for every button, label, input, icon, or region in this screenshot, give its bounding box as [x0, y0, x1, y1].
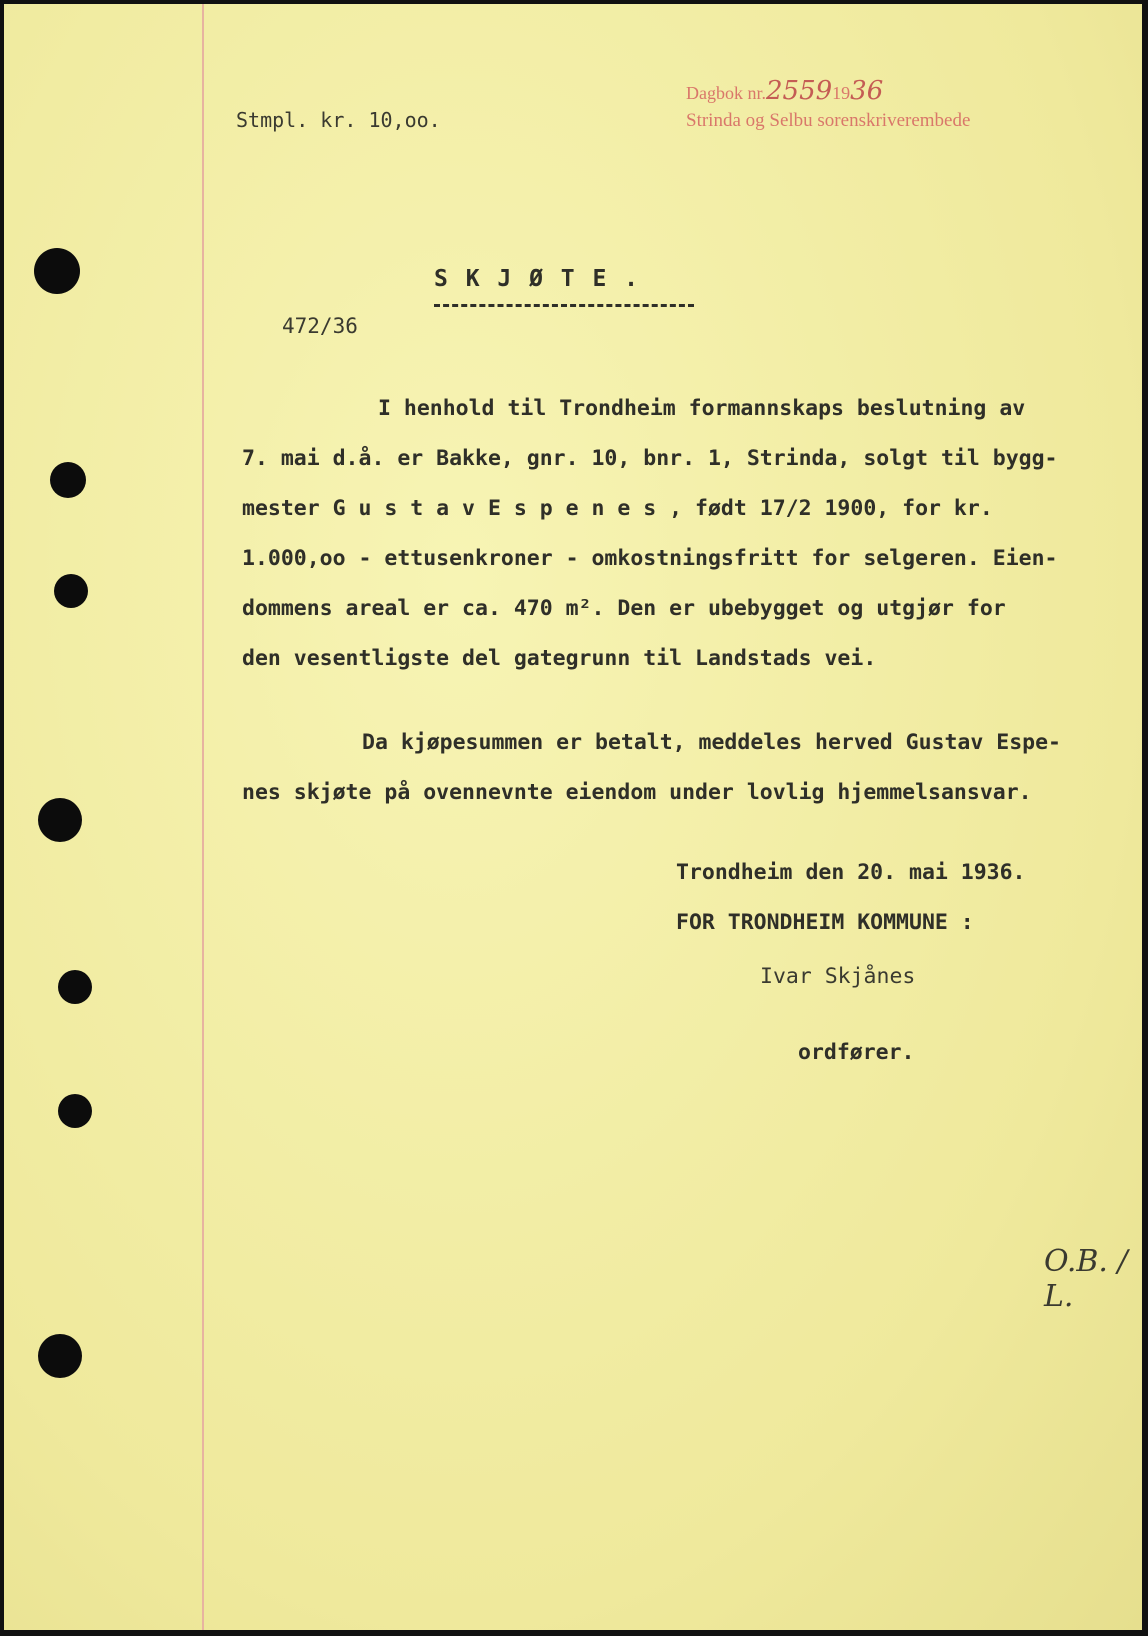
signatory-organization: FOR TRONDHEIM KOMMUNE :	[676, 910, 974, 935]
dagbok-stamp	[686, 76, 883, 106]
dagbok-number: 2559	[766, 76, 833, 106]
punch-hole	[58, 1094, 92, 1128]
document-title: S K J Ø T E .	[434, 266, 641, 292]
paragraph-1-line: dommens areal er ca. 470 m². Den er ubebygget og utgjør for	[242, 596, 1006, 621]
punch-hole	[54, 574, 88, 608]
office-stamp: Strinda og Selbu sorenskriverembede	[686, 110, 971, 131]
place-date: Trondheim den 20. mai 1936.	[676, 860, 1026, 885]
paragraph-1-line: 7. mai d.å. er Bakke, gnr. 10, bnr. 1, Strinda, solgt til bygg-	[242, 446, 1058, 471]
document-page	[4, 4, 1142, 1630]
paragraph-2-line: nes skjøte på ovennevnte eiendom under lovlig hjemmelsansvar.	[242, 780, 1032, 805]
dagbok-year-prefix: 19	[832, 83, 851, 103]
title-underline	[434, 304, 694, 307]
punch-hole	[38, 1334, 82, 1378]
paragraph-1-line: I henhold til Trondheim formannskaps beslutning av	[378, 396, 1026, 421]
paragraph-1-line: 1.000,oo - ettusenkroner - omkostningsfritt for selgeren. Eien-	[242, 546, 1058, 571]
signatory-name: Ivar Skjånes	[760, 964, 916, 989]
case-number: 472/36	[282, 314, 358, 338]
margin-line	[202, 4, 204, 1630]
dagbok-prefix: Dagbok nr.	[686, 83, 766, 103]
punch-hole	[58, 970, 92, 1004]
signatory-title: ordfører.	[798, 1040, 915, 1065]
paragraph-2-line: Da kjøpesummen er betalt, meddeles herved Gustav Espe-	[362, 730, 1061, 755]
dagbok-year: 36	[850, 76, 884, 106]
paragraph-1-line: mester G u s t a v E s p e n e s , født 17/2 1900, for kr.	[242, 496, 993, 521]
stamp-fee: Stmpl. kr. 10,oo.	[236, 108, 441, 132]
punch-hole	[34, 248, 80, 294]
paragraph-1-line: den vesentligste del gategrunn til Landstads vei.	[242, 646, 877, 671]
punch-hole	[38, 798, 82, 842]
handwritten-initials: O.B. / L.	[1044, 1244, 1128, 1314]
punch-hole	[50, 462, 86, 498]
